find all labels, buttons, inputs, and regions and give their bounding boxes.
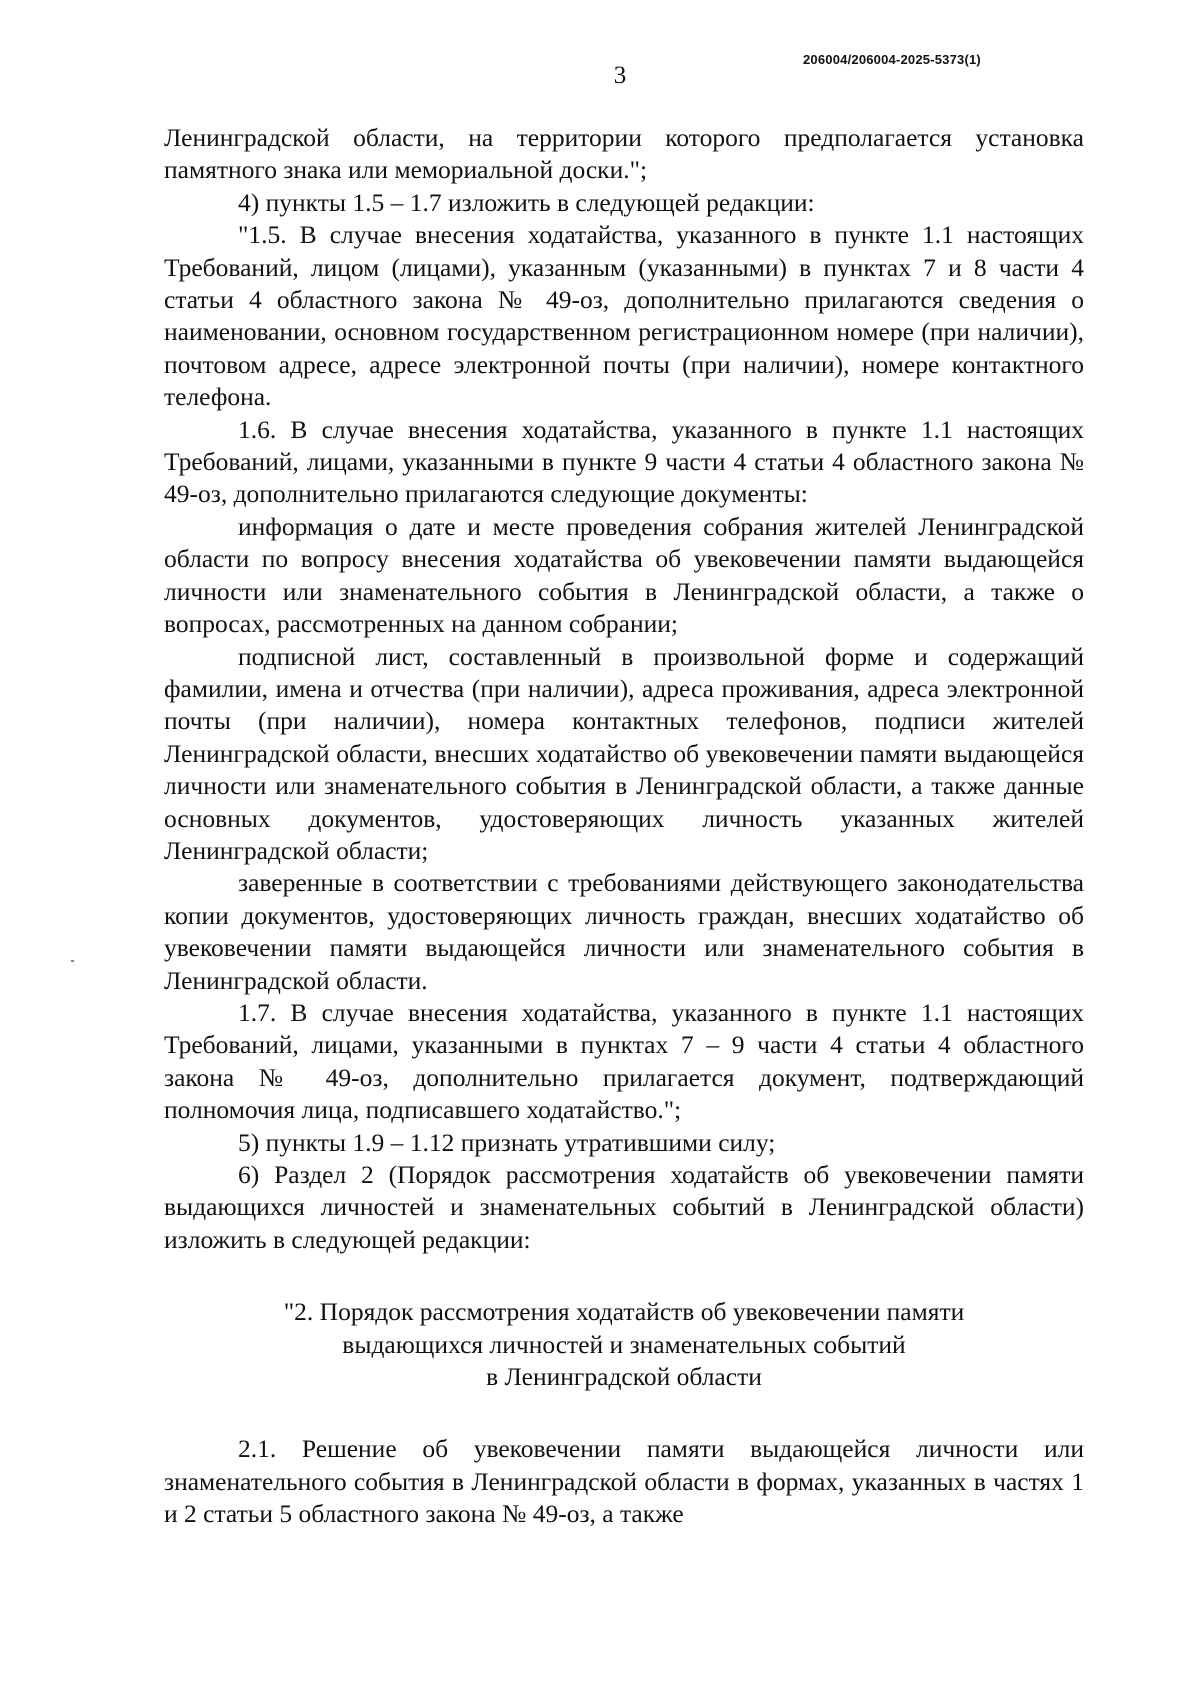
page-number: 3	[613, 62, 627, 89]
section-heading	[164, 1296, 1084, 1393]
section-heading-line-1: "2. Порядок рассмотрения ходатайств об увековечении памяти	[283, 1297, 965, 1327]
paragraph-item-6: 6) Раздел 2 (Порядок рассмотрения ходатайств об увековечении памяти выдающихся личностей и знаменательных событий в Ленинградской области) изложить в следующей редакции:	[164, 1160, 1084, 1254]
paragraph-2-1: 2.1. Решение об увековечении памяти выдающейся личности или знаменательного события в Ленинградской области в формах, указанных в частях 1 и 2 статьи 5 областного закона № 49-оз, а также	[164, 1434, 1084, 1529]
paragraph-meeting-info: информация о дате и месте проведения собрания жителей Ленинградской области по вопросу внесения ходатайства об увековечении памяти выдающейся личности или знаменательного события в Ленинградской области, а также о вопросах, рассмотренных на данном собрании;	[164, 511, 1084, 639]
margin-mark	[71, 960, 74, 962]
paragraph-signature-sheet: подписной лист, составленный в произвольной форме и содержащий фамилии, имена и отчества (при наличии), адреса проживания, адреса электронной почты (при наличии), номера контактных телефонов, подписи жителей Ленинградской области, внесших ходатайство об увековечении памяти выдающейся личности или знаменательного события в Ленинградской области, а также данные основных документов, удостоверяющих личность указанных жителей Ленинградской области;	[164, 641, 1084, 865]
paragraph-1-5: "1.5. В случае внесения ходатайства, указанного в пункте 1.1 настоящих Требований, лицом (лицами), указанным (указанными) в пунктах 7 и 8 части 4 статьи 4 областного закона № 49-оз, дополнительно прилагаются сведения о наименовании, основном государственном регистрационном номере (при наличии), почтовом адресе, адресе электронной почты (при наличии), номере контактного телефона.	[164, 220, 1084, 412]
paragraph-certified-copies: заверенные в соответствии с требованиями действующего законодательства копии документов, удостоверяющих личность граждан, внесших ходатайство об увековечении памяти выдающейся личности или знаменательного события в Ленинградской области.	[164, 868, 1084, 995]
paragraph-item-5: 5) пункты 1.9 – 1.12 признать утратившими силу;	[238, 1127, 776, 1157]
section-heading-line-2: выдающихся личностей и знаменательных событий	[342, 1329, 906, 1359]
section-heading-line-3: в Ленинградской области	[486, 1362, 762, 1392]
document-body	[164, 122, 1084, 1531]
paragraph-1-7: 1.7. В случае внесения ходатайства, указанного в пункте 1.1 настоящих Требований, лицами, указанными в пунктах 7 – 9 части 4 статьи 4 областного закона № 49-оз, дополнительно прилагается документ, подтверждающий полномочия лица, подписавшего ходатайство.";	[164, 997, 1084, 1125]
paragraph-1-6: 1.6. В случае внесения ходатайства, указанного в пункте 1.1 настоящих Требований, лицами, указанными в пункте 9 части 4 статьи 4 областного закона № 49-оз, дополнительно прилагаются следующие документы:	[164, 414, 1084, 509]
paragraph-item-4: 4) пункты 1.5 – 1.7 изложить в следующей редакции:	[238, 187, 815, 217]
paragraph-continuation: Ленинградской области, на территории которого предполагается установка памятного знака или мемориальной доски.";	[164, 123, 1084, 185]
document-code: 206004/206004-2025-5373(1)	[803, 52, 981, 67]
